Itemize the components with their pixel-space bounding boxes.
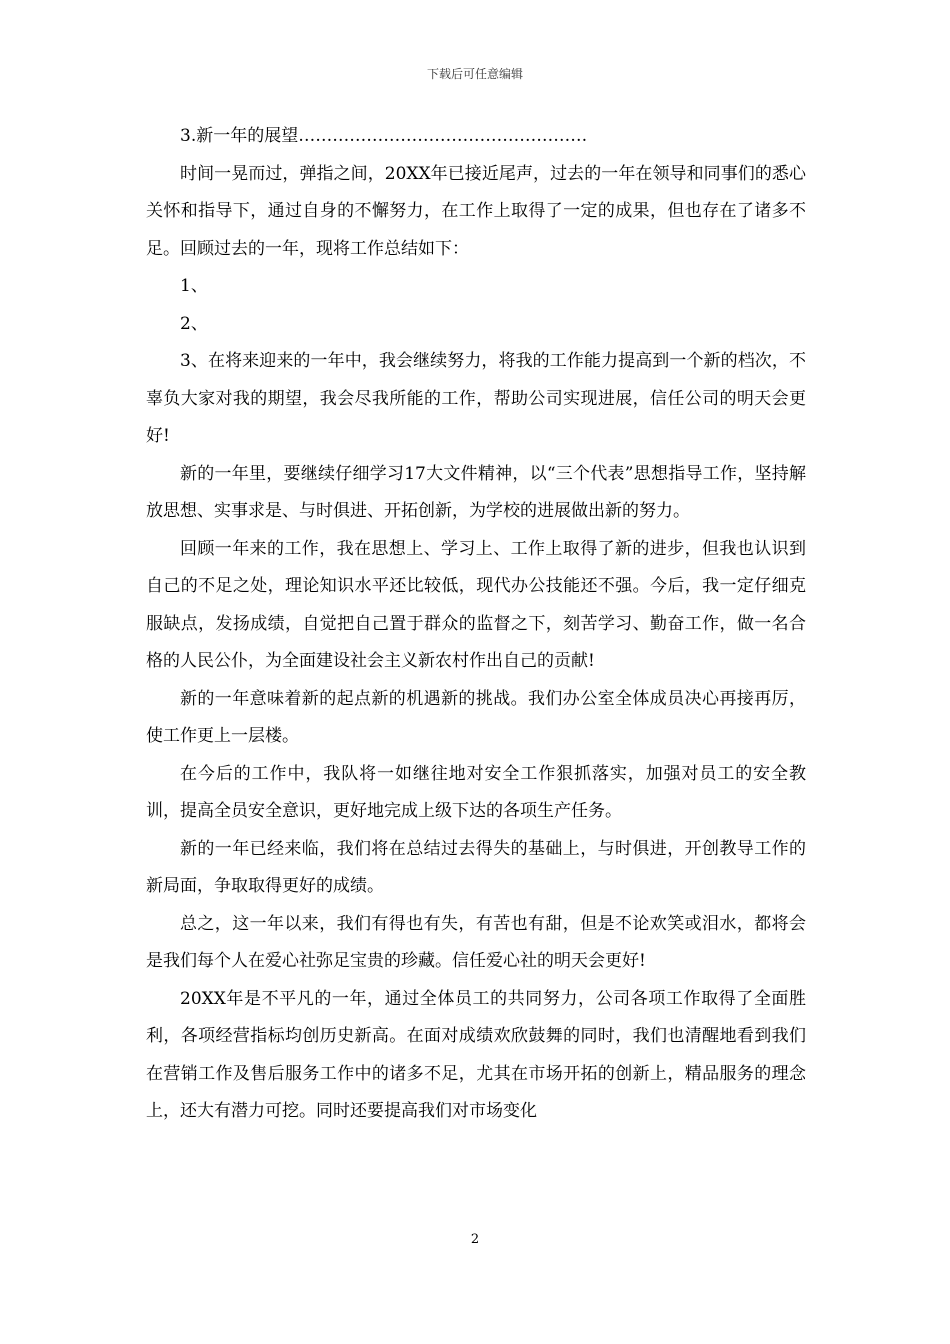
paragraph-safety: 在今后的工作中，我队将一如继往地对安全工作狠抓落实，加强对员工的安全教训，提高全员安全意识，更好地完成上级下达的各项生产任务。 [146, 763, 806, 821]
document-body [146, 118, 806, 1131]
paragraph-review: 回顾一年来的工作，我在思想上、学习上、工作上取得了新的进步，但我也认识到自己的不足之处，理论知识水平还比较低，现代办公技能还不强。今后，我一定仔细克服缺点，发扬成绩，自觉把自己置于群众的监督之下，刻苦学习、勤奋工作，做一名合格的人民公仆，为全面建设社会主义新农村作出自己的贡献! [146, 538, 806, 671]
paragraph-outlook-heading: 3.新一年的展望…………………………………………… [180, 126, 588, 146]
paragraph-study: 新的一年里，要继续仔细学习17大文件精神，以“三个代表”思想指导工作，坚持解放思想、实事求是、与时俱进、开拓创新，为学校的进展做出新的努力。 [146, 463, 806, 521]
paragraph-item-1: 1、 [180, 276, 208, 296]
paragraph-company-year: 20XX年是不平凡的一年，通过全体员工的共同努力，公司各项工作取得了全面胜利，各项经营指标均创历史新高。在面对成绩欢欣鼓舞的同时，我们也清醒地看到我们在营销工作及售后服务工作中的诸多不足，尤其在市场开拓的创新上，精品服务的理念上，还大有潜力可挖。同时还要提高我们对市场变化 [146, 988, 806, 1121]
paragraph-item-3: 3、在将来迎来的一年中，我会继续努力，将我的工作能力提高到一个新的档次，不辜负大家对我的期望，我会尽我所能的工作，帮助公司实现进展，信任公司的明天会更好! [146, 351, 806, 446]
paragraph-intro: 时间一晃而过，弹指之间，20XX年已接近尾声，过去的一年在领导和同事们的悉心关怀和指导下，通过自身的不懈努力，在工作上取得了一定的成果，但也存在了诸多不足。回顾过去的一年，现将工作总结如下： [146, 163, 806, 259]
paragraph-new-year: 新的一年已经来临，我们将在总结过去得失的基础上，与时俱进，开创教导工作的新局面，争取取得更好的成绩。 [146, 838, 806, 896]
page-number: 2 [470, 1232, 480, 1247]
paragraph-item-2: 2、 [180, 313, 208, 334]
paragraph-summary: 总之，这一年以来，我们有得也有失，有苦也有甜，但是不论欢笑或泪水，都将会是我们每个人在爱心社弥足宝贵的珍藏。信任爱心社的明天会更好! [146, 913, 806, 971]
paragraph-new-start: 新的一年意味着新的起点新的机遇新的挑战。我们办公室全体成员决心再接再厉，使工作更上一层楼。 [146, 688, 806, 746]
page-header: 下载后可任意编辑 [426, 67, 523, 81]
